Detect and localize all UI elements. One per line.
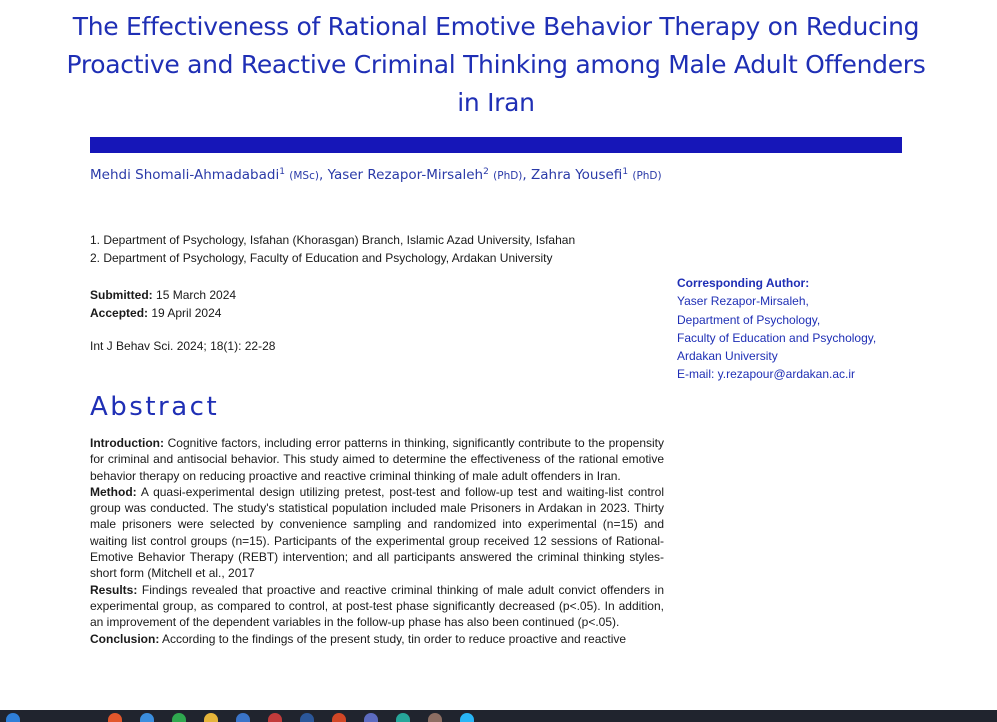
- submitted-label: Submitted:: [90, 288, 153, 302]
- author-name: Zahra Yousefi: [531, 167, 623, 183]
- app-icon[interactable]: [140, 713, 154, 722]
- affiliation-line: 1. Department of Psychology, Isfahan (Khorasgan) Branch, Islamic Azad University, Isfahan: [90, 233, 576, 247]
- app-icon[interactable]: [396, 713, 410, 722]
- corresponding-line: Department of Psychology,: [677, 312, 821, 327]
- author-affil-number: 1: [622, 167, 629, 177]
- section-label: Introduction:: [90, 436, 164, 450]
- corresponding-author-box: [677, 274, 876, 384]
- pdf-icon[interactable]: [332, 713, 346, 722]
- abstract-section: [90, 631, 664, 647]
- taskbar: [0, 710, 997, 722]
- section-text: Findings revealed that proactive and reactive criminal thinking of male adult convict offenders in experimental group, as compared to control, at post-test phase significantly decreased (p<.05). In addition, an improvement of the dependent variables in the follow-up phase has also been continued (p<.05).: [90, 582, 665, 630]
- app-icon[interactable]: [108, 713, 122, 722]
- corresponding-heading: Corresponding Author:: [677, 276, 810, 290]
- author-list: Mehdi Shomali-Ahmadabadi$^1$ (MSc), Yaser Rezapor-Mirsaleh$^2$ (PhD), Zahra Yousefi$^1$ (PhD): [90, 167, 662, 183]
- app-icon[interactable]: [236, 713, 250, 722]
- affiliation-line: 2. Department of Psychology, Faculty of Education and Psychology, Ardakan University: [90, 251, 553, 265]
- author-degree: (PhD): [632, 170, 662, 182]
- section-text: A quasi-experimental design utilizing pretest, post-test and follow-up test and waiting-list control group was conducted. The study's statistical population included male Prisoners in Ardakan in 2023. Thirty male prisoners were selected by convenience sampling and randomized into experimental (n=15) and waiting list control groups (n=15). Participants of the experimental group received 12 sessions of Rational-Emotive Behavior Therapy (REBT) intervention; and all participants answered the criminal thinking styles-short form (Mitchell et al., 2017: [90, 484, 665, 581]
- abstract-section: [90, 582, 664, 631]
- corresponding-line: Faculty of Education and Psychology,: [677, 330, 877, 345]
- section-text: Cognitive factors, including error patterns in thinking, significantly contribute to the propensity for criminal and antisocial behavior. This study aimed to determine the effectiveness of the rational emotive behavior therapy on reducing proactive and reactive criminal thinking of male adult offenders in Iran.: [90, 436, 664, 483]
- corresponding-line: Ardakan University: [677, 349, 778, 364]
- author-name: Mehdi Shomali-Ahmadabadi: [90, 167, 280, 183]
- start-icon[interactable]: [6, 713, 20, 722]
- submitted-line: [90, 286, 236, 304]
- author-name: Yaser Rezapor-Mirsaleh: [327, 167, 484, 183]
- accepted-date: 19 April 2024: [151, 306, 222, 320]
- app-icon[interactable]: [460, 713, 474, 722]
- accepted-line: [90, 304, 236, 322]
- app-icon[interactable]: [172, 713, 186, 722]
- app-icon[interactable]: [428, 713, 442, 722]
- paper-title: The Effectiveness of Rational Emotive Behavior Therapy on Reducing Proactive and Reactive Criminal Thinking among Male Adult Offenders in Iran: [66, 12, 926, 117]
- abstract-heading: Abstract: [90, 392, 220, 422]
- submitted-date: 15 March 2024: [156, 288, 237, 302]
- author-degree: (PhD): [493, 170, 523, 182]
- accepted-label: Accepted:: [90, 306, 149, 320]
- journal-citation: Int J Behav Sci. 2024; 18(1): 22-28: [90, 339, 276, 353]
- corresponding-email[interactable]: E-mail: y.rezapour@ardakan.ac.ir: [677, 367, 856, 382]
- submission-dates: [90, 286, 236, 322]
- app-icon[interactable]: [364, 713, 378, 722]
- section-label: Results:: [90, 582, 138, 597]
- section-label: Method:: [90, 484, 137, 499]
- author-degree: (MSc): [289, 170, 319, 182]
- corresponding-line: Yaser Rezapor-Mirsaleh,: [677, 294, 809, 309]
- section-label: Conclusion:: [90, 631, 160, 646]
- word-icon[interactable]: [300, 713, 314, 722]
- app-icon[interactable]: [268, 713, 282, 722]
- author-affil-number: 2: [483, 167, 489, 177]
- abstract-section: [90, 435, 664, 484]
- title-divider-bar: [90, 137, 902, 153]
- abstract-section: [90, 484, 664, 582]
- folder-icon[interactable]: [204, 713, 218, 722]
- section-text: According to the findings of the present study, tin order to reduce proactive and reactive: [162, 631, 627, 646]
- author-affil-number: 1: [279, 167, 285, 177]
- affiliations: [90, 231, 575, 267]
- abstract-body: [90, 435, 664, 647]
